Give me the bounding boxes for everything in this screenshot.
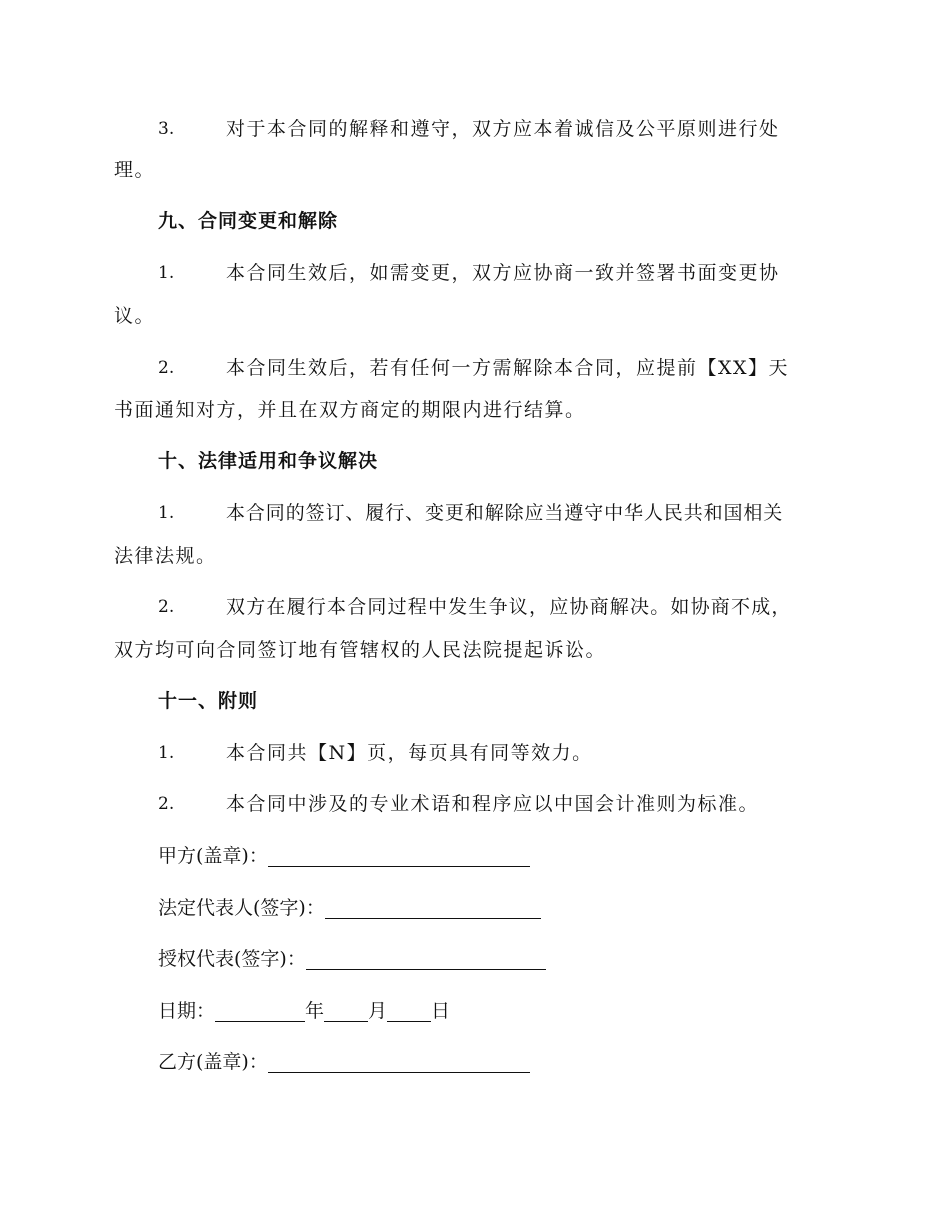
- paragraph-line: 对于本合同的解释和遵守，双方应本着诚信及公平原则进行处: [226, 118, 780, 140]
- paragraph-line: 议。: [114, 305, 156, 327]
- party-a-signature-row: [158, 843, 530, 869]
- party-b-label: 乙方(盖章)：: [158, 1051, 268, 1073]
- item-number: 1.: [158, 503, 175, 523]
- item-number: 2.: [158, 597, 175, 617]
- item-number: 1.: [158, 743, 175, 763]
- party-a-blank[interactable]: [268, 846, 530, 867]
- paragraph-line: 本合同共【N】页，每页具有同等效力。: [226, 742, 593, 764]
- paragraph-line: 本合同的签订、履行、变更和解除应当遵守中华人民共和国相关: [226, 502, 784, 524]
- legal-rep-label: 法定代表人(签字)：: [158, 897, 325, 919]
- party-a-label: 甲方(盖章)：: [158, 845, 268, 867]
- paragraph-line: 本合同中涉及的专业术语和程序应以中国会计准则为标准。: [226, 793, 760, 815]
- month-label: 月: [368, 1000, 388, 1022]
- paragraph-line: 双方均可向合同签订地有管辖权的人民法院提起诉讼。: [114, 639, 607, 661]
- item-number: 2.: [158, 794, 175, 814]
- item-number: 3.: [158, 119, 175, 139]
- paragraph-line: 法律法规。: [114, 545, 217, 567]
- paragraph-line: 本合同生效后，如需变更，双方应协商一致并签署书面变更协: [226, 262, 780, 284]
- section-heading: 十一、附则: [158, 690, 259, 712]
- authorized-rep-label: 授权代表(签字)：: [158, 948, 306, 970]
- paragraph-line: 书面通知对方，并且在双方商定的期限内进行结算。: [114, 399, 586, 421]
- party-b-blank[interactable]: [268, 1052, 530, 1073]
- item-number: 2.: [158, 358, 175, 378]
- authorized-rep-signature-row: [158, 946, 546, 972]
- date-label: 日期：: [158, 1000, 216, 1022]
- month-blank[interactable]: [324, 1001, 368, 1022]
- day-blank[interactable]: [387, 1001, 431, 1022]
- year-label: 年: [305, 1000, 325, 1022]
- section-heading: 十、法律适用和争议解决: [158, 450, 379, 472]
- item-number: 1.: [158, 263, 175, 283]
- legal-rep-signature-row: [158, 895, 541, 921]
- year-blank[interactable]: [215, 1001, 305, 1022]
- section-heading: 九、合同变更和解除: [158, 210, 339, 232]
- paragraph-line: 本合同生效后，若有任何一方需解除本合同，应提前【XX】天: [226, 357, 790, 379]
- date-row: [158, 998, 450, 1024]
- party-b-signature-row: [158, 1049, 530, 1075]
- legal-rep-blank[interactable]: [325, 898, 541, 919]
- paragraph-line: 双方在履行本合同过程中发生争议，应协商解决。如协商不成，: [226, 596, 792, 618]
- paragraph-line: 理。: [114, 159, 156, 181]
- authorized-rep-blank[interactable]: [306, 949, 546, 970]
- day-label: 日: [431, 1000, 451, 1022]
